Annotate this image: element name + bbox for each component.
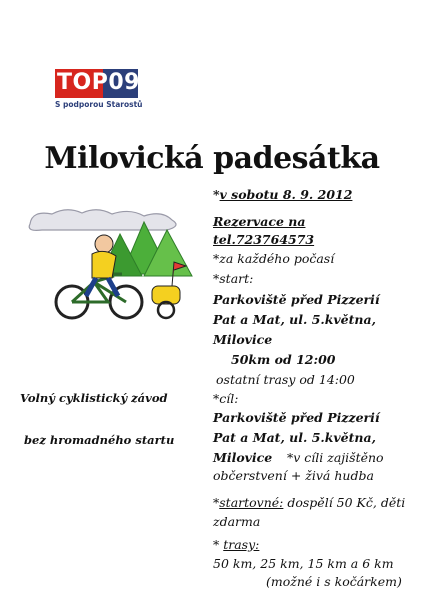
race-start-type: bez hromadného startu [24, 433, 175, 447]
logo-text: TOP09 [57, 70, 140, 95]
entry-fee-kids: zdarma [213, 514, 261, 529]
cloud-icon [29, 210, 176, 231]
finish-place-line3: Milovice [213, 450, 273, 465]
shirt-icon [92, 251, 116, 278]
finish-label: *cíl: [213, 391, 239, 406]
start-label: *start: [213, 271, 254, 286]
event-date: *v sobotu 8. 9. 2012 [213, 187, 353, 202]
routes-list: 50 km, 25 km, 15 km a 6 km [213, 556, 394, 571]
routes-label: * trasy: [213, 537, 260, 552]
logo-tagline: S podporou Starostů [55, 100, 143, 109]
routes-note: (možné i s kočárkem) [266, 574, 402, 589]
entry-fee: *startovné: dospělí 50 Kč, děti [213, 495, 406, 510]
head-icon [95, 235, 113, 253]
weather-note: *za každého počasí [213, 251, 335, 266]
cyclist-illustration [22, 204, 202, 324]
finish-refreshment-line1: *v cíli zajištěno [287, 450, 384, 465]
page-title: Milovická padesátka [44, 141, 380, 176]
finish-place-line1: Parkoviště před Pizzerií [213, 410, 380, 425]
start-place-line1: Parkoviště před Pizzerií [213, 292, 380, 307]
start-time-other: ostatní trasy od 14:00 [216, 372, 355, 387]
reservation-line1: Rezervace na [213, 214, 306, 229]
start-place-line3: Milovice [213, 332, 273, 347]
reservation-phone: tel.723764573 [213, 232, 315, 247]
race-type: Volný cyklistický závod [20, 391, 168, 405]
start-time-50km: 50km od 12:00 [231, 352, 336, 367]
finish-place-line2: Pat a Mat, ul. 5.května, [213, 430, 376, 445]
finish-refreshment-line2: občerstvení + živá hudba [213, 468, 374, 483]
start-place-line2: Pat a Mat, ul. 5.května, [213, 312, 376, 327]
